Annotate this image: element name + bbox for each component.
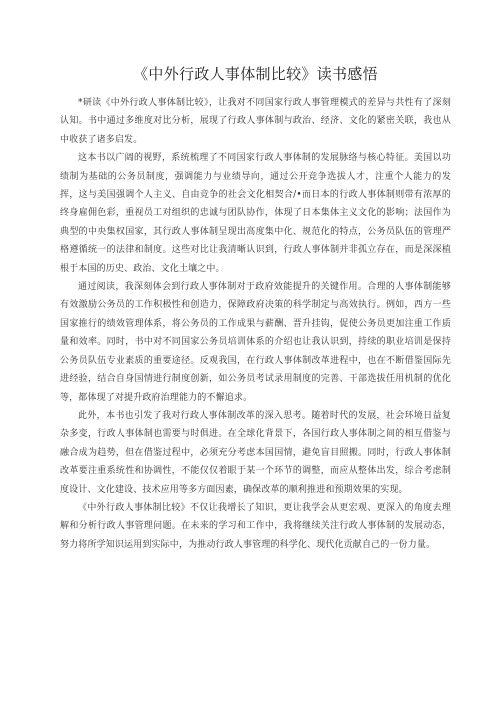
document-body bbox=[60, 94, 451, 554]
paragraph-intro: *研读《中外行政人事体制比较》，让我对不同国家行政人事管理模式的差异与共性有了深刻认知。书中通过多维度对比分析，展现了行政人事体制与政治、经济、文化的紧密关联，我也从中收获了诸多启发。 bbox=[60, 98, 451, 145]
paragraph-efficiency: 通过阅读，我深刻体会到行政人事体制对于政府效能提升的关键作用。合理的人事体制能够有效激励公务员的工作积极性和创造力，保障政府决策的科学制定与高效执行。例如，西方一些国家推行的绩效管理体系，将公务员的工作成果与薪酬、晋升挂钩，促使公务员更加注重工作质量和效率。同时，书中对不同国家公务员培训体系的介绍也让我认识到，持续的职业培训是保持公务员队伍专业素质的重要途径。反观我国，在行政人事体制改革进程中，也在不断借鉴国际先进经验，结合自身国情进行制度创新，如公务员考试录用制度的完善、干部选拔任用机制的优化等，都体现了对提升政府治理能力的不懈追求。 bbox=[60, 282, 451, 403]
paragraph-comparison: 这本书以广阔的视野，系统梳理了不同国家行政人事体制的发展脉络与核心特征。美国以功绩制为基础的公务员制度，强调能力与业绩导向，通过公开竞争选拔人才，注重个人能力的发挥，这与美国强调个人主义、自由竞争的社会文化相契合/•而日本的行政人事体制则带有浓厚的终身雇佣色彩，重视员工对组织的忠诚与团队协作，体现了日本集体主义文化的影响；法国作为典型的中央集权国家，其行政人事体制呈现出高度集中化、规范化的特点，公务员队伍的管理严格遵循统一的法律和制度。这些对比让我清晰认识到，行政人事体制并非孤立存在，而是深深植根于本国的历史、政治、文化土壤之中。 bbox=[60, 153, 451, 274]
document-title: 《中外行政人事体制比较》读书感悟 bbox=[133, 65, 378, 83]
paragraph-reform: 此外，本书也引发了我对行政人事体制改革的深入思考。随着时代的发展，社会环境日益复杂多变，行政人事体制也需要与时俱进。在全球化背景下，各国行政人事体制之间的相互借鉴与融合成为趋势，但在借鉴过程中，必须充分考虑本国国情，避免盲目照搬。同时，行政人事体制改革要注重系统性和协调性，不能仅仅着眼于某一个环节的调整，而应从整体出发，综合考虑制度设计、文化建设、技术应用等多方面因素，确保改革的顺利推进和预期效果的实现。 bbox=[60, 410, 451, 495]
paragraph-conclusion: 《中外行政人事体制比较》不仅让我增长了知识，更让我学会从更宏观、更深入的角度去理解和分析行政人事管理问题。在未来的学习和工作中，我将继续关注行政人事体制的发展动态，努力将所学知识运用到实际中，为推动行政人事管理的科学化、现代化贡献自己的一份力量。 bbox=[60, 502, 451, 550]
